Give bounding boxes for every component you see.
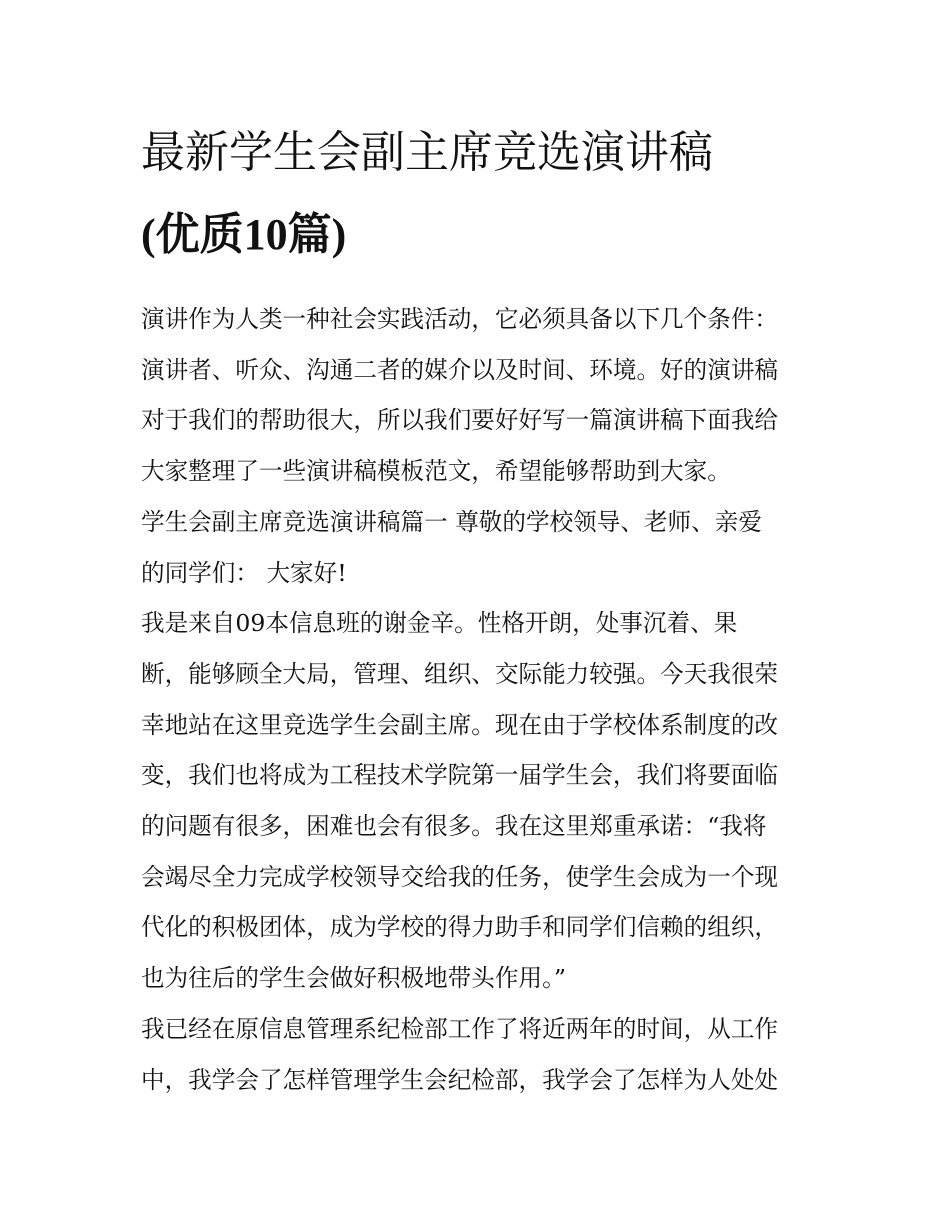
document-title [141,112,821,276]
text-line: 演讲作为人类一种社会实践活动，它必须具备以下几个条件： [141,305,779,333]
title-line: 最新学生会副主席竞选演讲稿 [141,127,713,178]
document-content [141,112,821,1105]
text-line: 幸地站在这里竞选学生会副主席。现在由于学校体系制度的改 [141,710,779,739]
experience-paragraph [141,1004,821,1105]
text-line: 也为往后的学生会做好积极地带头作用。” [141,964,566,993]
intro-paragraph [141,294,821,497]
text-line: 对于我们的帮助很大，所以我们要好好写一篇演讲稿下面我给 [141,406,779,435]
speech-heading-paragraph [141,497,821,598]
text-line: 我是来自09本信息班的谢金辛。性格开朗，处事沉着、果 [141,609,738,638]
title-line: (优质10篇) [141,210,347,259]
text-line: 演讲者、听众、沟通二者的媒介以及时间、环境。好的演讲稿 [141,355,779,384]
text-line: 中，我学会了怎样管理学生会纪检部，我学会了怎样为人处处 [141,1065,779,1094]
text-line: 我已经在原信息管理系纪检部工作了将近两年的时间，从工作 [141,1014,779,1043]
text-line: 会竭尽全力完成学校领导交给我的任务，使学生会成为一个现 [141,862,779,891]
text-line: 变，我们也将成为工程技术学院第一届学生会，我们将要面临 [141,761,779,790]
text-line: 的同学们： 大家好! [141,558,347,587]
text-line: 的问题有很多，困难也会有很多。我在这里郑重承诺：“我将 [141,812,767,841]
speech-body-paragraph [141,598,821,1004]
text-line: 断，能够顾全大局，管理、组织、交际能力较强。今天我很荣 [141,659,779,688]
text-line: 大家整理了一些演讲稿模板范文，希望能够帮助到大家。 [141,457,731,486]
text-line: 学生会副主席竞选演讲稿篇一 尊敬的学校领导、老师、亲爱 [141,507,762,536]
text-line: 代化的积极团体，成为学校的得力助手和同学们信赖的组织， [141,913,779,942]
